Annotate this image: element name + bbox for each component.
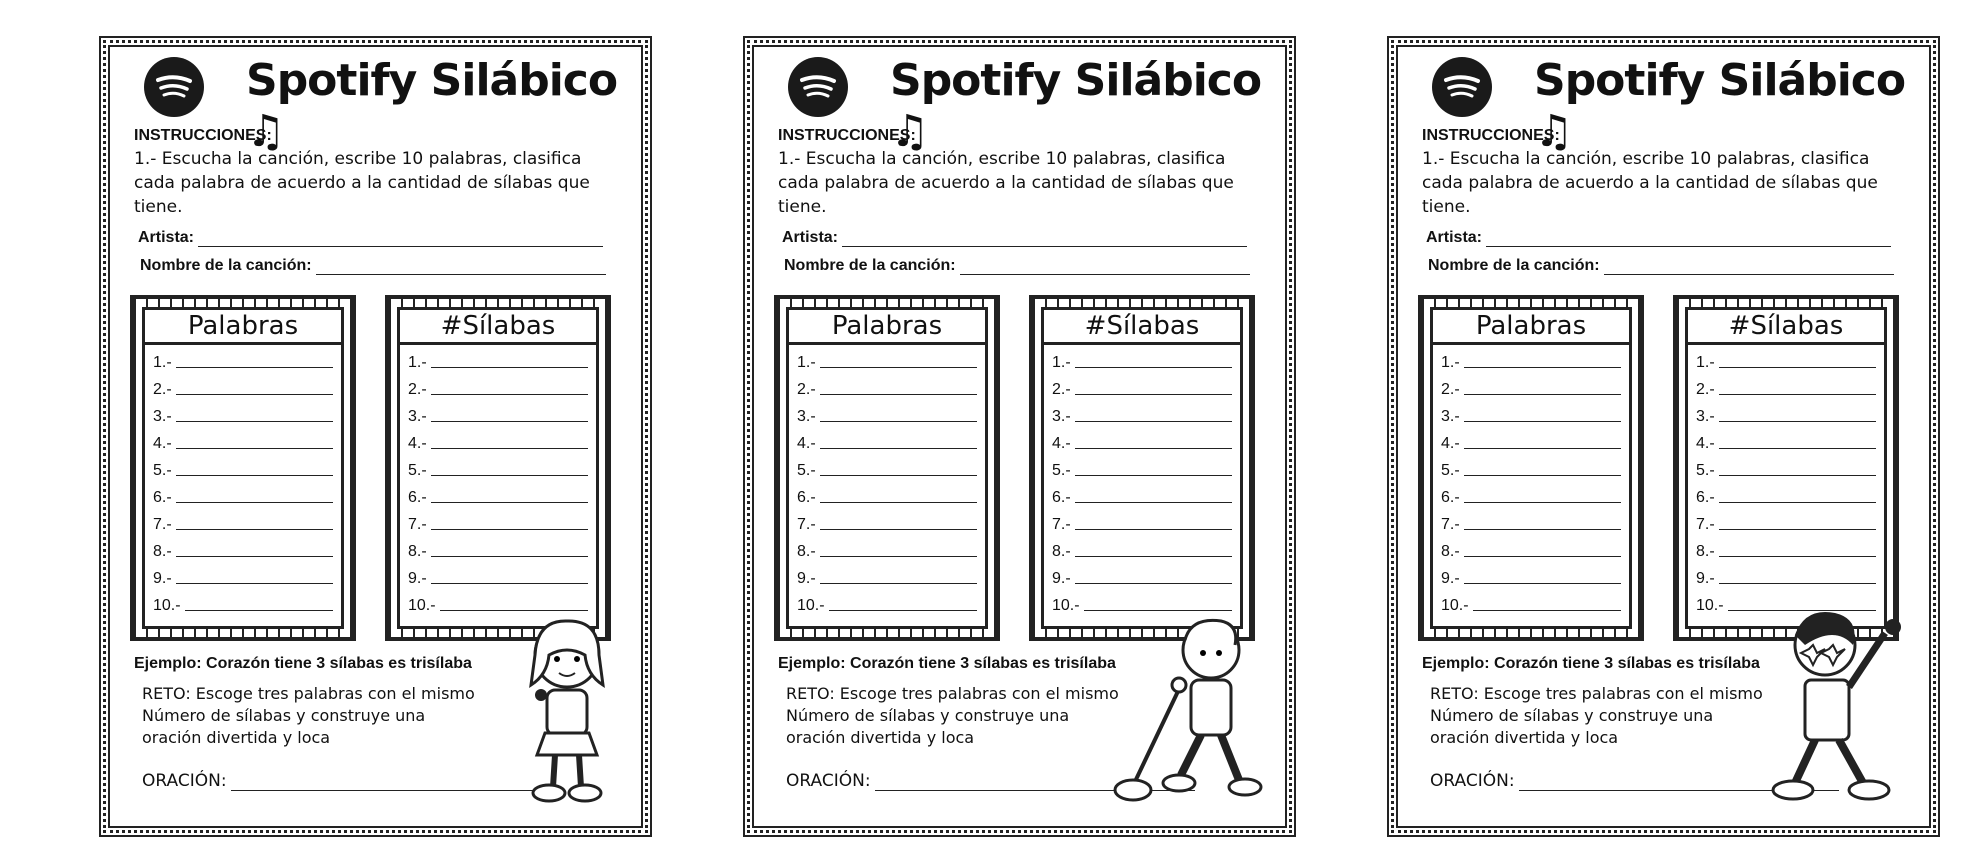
row-number: 5.- <box>1441 462 1460 479</box>
answer-line[interactable] <box>176 556 333 557</box>
instructions-text: 1.- Escucha la canción, escribe 10 palabras, clasifica cada palabra de acuerdo a la cantidad de sílabas que tiene. <box>1422 149 1878 217</box>
list-item[interactable] <box>789 561 985 588</box>
syllables-list <box>400 345 596 615</box>
answer-line[interactable] <box>820 448 977 449</box>
list-item[interactable] <box>145 399 341 426</box>
song-field[interactable] <box>1428 257 1894 275</box>
list-item[interactable] <box>1433 399 1629 426</box>
answer-line[interactable] <box>1719 556 1876 557</box>
list-item[interactable] <box>1433 426 1629 453</box>
answer-line[interactable] <box>1075 556 1232 557</box>
list-item[interactable] <box>145 480 341 507</box>
list-item[interactable] <box>1688 561 1884 588</box>
answer-line[interactable] <box>1464 367 1621 368</box>
spotify-logo-icon <box>788 57 848 117</box>
answer-line[interactable] <box>1464 394 1621 395</box>
list-item[interactable] <box>145 453 341 480</box>
instructions-text: 1.- Escucha la canción, escribe 10 palabras, clasifica cada palabra de acuerdo a la cantidad de sílabas que tiene. <box>134 149 590 217</box>
song-label: Nombre de la canción: <box>1428 257 1600 274</box>
row-number: 3.- <box>797 408 816 425</box>
answer-line[interactable] <box>431 583 588 584</box>
syllables-box <box>385 295 611 641</box>
answer-line[interactable] <box>176 583 333 584</box>
list-item[interactable] <box>1044 399 1240 426</box>
answer-line[interactable] <box>431 394 588 395</box>
list-item[interactable] <box>1688 507 1884 534</box>
worksheet <box>103 40 648 833</box>
row-number: 7.- <box>1441 516 1460 533</box>
list-item[interactable] <box>789 426 985 453</box>
list-item[interactable] <box>400 588 596 615</box>
list-item[interactable] <box>400 453 596 480</box>
worksheet <box>747 40 1292 833</box>
row-number: 1.- <box>153 354 172 371</box>
syllables-box <box>1029 295 1255 641</box>
answer-line[interactable] <box>1075 367 1232 368</box>
row-number: 4.- <box>408 435 427 452</box>
list-item[interactable] <box>400 372 596 399</box>
list-item[interactable] <box>1044 453 1240 480</box>
worksheet <box>1391 40 1936 833</box>
list-item[interactable] <box>789 453 985 480</box>
answer-line[interactable] <box>1719 394 1876 395</box>
answer-line[interactable] <box>1464 556 1621 557</box>
sentence-line[interactable] <box>231 774 551 791</box>
answer-line[interactable] <box>185 610 333 611</box>
words-title: Palabras <box>145 310 341 345</box>
row-number: 5.- <box>797 462 816 479</box>
list-item[interactable] <box>1688 372 1884 399</box>
answer-line[interactable] <box>1075 502 1232 503</box>
example-text: Ejemplo: Corazón tiene 3 sílabas es trisílaba <box>778 655 1116 672</box>
row-number: 6.- <box>153 489 172 506</box>
list-item[interactable] <box>1433 372 1629 399</box>
list-item[interactable] <box>145 507 341 534</box>
syllables-box <box>1673 295 1899 641</box>
syllables-title: #Sílabas <box>1688 310 1884 345</box>
example-text: Ejemplo: Corazón tiene 3 sílabas es trisílaba <box>1422 655 1760 672</box>
answer-line[interactable] <box>1719 529 1876 530</box>
row-number: 6.- <box>408 489 427 506</box>
list-item[interactable] <box>400 534 596 561</box>
list-item[interactable] <box>145 534 341 561</box>
row-number: 6.- <box>1441 489 1460 506</box>
list-item[interactable] <box>400 480 596 507</box>
row-number: 8.- <box>153 543 172 560</box>
words-title: Palabras <box>789 310 985 345</box>
answer-line[interactable] <box>431 556 588 557</box>
challenge-text: RETO: Escoge tres palabras con el mismo Número de sílabas y construye una oración divertida y loca <box>142 684 475 747</box>
row-number: 3.- <box>153 408 172 425</box>
words-box <box>1418 295 1644 641</box>
song-field[interactable] <box>784 257 1250 275</box>
row-number: 6.- <box>1696 489 1715 506</box>
syllables-title: #Sílabas <box>1044 310 1240 345</box>
instructions-heading: INSTRUCCIONES: <box>134 127 272 144</box>
list-item[interactable] <box>1688 426 1884 453</box>
spotify-logo-icon <box>144 57 204 117</box>
row-number: 1.- <box>1696 354 1715 371</box>
song-label: Nombre de la canción: <box>140 257 312 274</box>
list-item[interactable] <box>1433 453 1629 480</box>
artist-label: Artista: <box>138 229 195 246</box>
answer-line[interactable] <box>1075 421 1232 422</box>
answer-line[interactable] <box>1075 394 1232 395</box>
rockstar-boy-illustration <box>1765 605 1915 810</box>
answer-line[interactable] <box>431 421 588 422</box>
row-number: 8.- <box>1696 543 1715 560</box>
song-label: Nombre de la canción: <box>784 257 956 274</box>
row-number: 7.- <box>153 516 172 533</box>
answer-line[interactable] <box>820 529 977 530</box>
spotify-logo-icon <box>1432 57 1492 117</box>
instructions-heading: INSTRUCCIONES: <box>778 127 916 144</box>
row-number: 4.- <box>1441 435 1460 452</box>
answer-line[interactable] <box>1464 448 1621 449</box>
row-number: 2.- <box>153 381 172 398</box>
instructions-heading: INSTRUCCIONES: <box>1422 127 1560 144</box>
row-number: 1.- <box>1052 354 1071 371</box>
sentence-label: ORACIÓN: <box>786 771 871 791</box>
answer-line[interactable] <box>176 367 333 368</box>
challenge-text: RETO: Escoge tres palabras con el mismo Número de sílabas y construye una oración divertida y loca <box>1430 684 1763 747</box>
worksheet-title: Spotify Silábico ♫ <box>246 55 618 157</box>
artist-line[interactable] <box>1486 230 1891 247</box>
row-number: 4.- <box>153 435 172 452</box>
answer-line[interactable] <box>431 367 588 368</box>
list-item[interactable] <box>789 399 985 426</box>
row-number: 9.- <box>153 570 172 587</box>
answer-line[interactable] <box>176 448 333 449</box>
list-item[interactable] <box>1688 480 1884 507</box>
answer-line[interactable] <box>820 421 977 422</box>
row-number: 1.- <box>408 354 427 371</box>
row-number: 3.- <box>1441 408 1460 425</box>
answer-line[interactable] <box>820 583 977 584</box>
row-number: 4.- <box>1052 435 1071 452</box>
list-item[interactable] <box>1688 345 1884 372</box>
boy-mic-stand-illustration <box>1111 615 1271 810</box>
row-number: 9.- <box>408 570 427 587</box>
answer-line[interactable] <box>176 421 333 422</box>
list-item[interactable] <box>789 372 985 399</box>
row-number: 7.- <box>797 516 816 533</box>
sentence-label: ORACIÓN: <box>142 771 227 791</box>
list-item[interactable] <box>1433 534 1629 561</box>
answer-line[interactable] <box>1075 448 1232 449</box>
answer-line[interactable] <box>176 529 333 530</box>
song-line[interactable] <box>960 258 1250 275</box>
row-number: 10.- <box>408 597 436 614</box>
row-number: 2.- <box>1696 381 1715 398</box>
syllables-list <box>1688 345 1884 615</box>
list-item[interactable] <box>400 399 596 426</box>
row-number: 5.- <box>1696 462 1715 479</box>
list-item[interactable] <box>1044 372 1240 399</box>
row-number: 8.- <box>1052 543 1071 560</box>
list-item[interactable] <box>1044 588 1240 615</box>
answer-line[interactable] <box>176 475 333 476</box>
list-item[interactable] <box>1044 534 1240 561</box>
instructions-text: 1.- Escucha la canción, escribe 10 palabras, clasifica cada palabra de acuerdo a la cantidad de sílabas que tiene. <box>778 149 1234 217</box>
list-item[interactable] <box>1044 561 1240 588</box>
answer-line[interactable] <box>820 475 977 476</box>
list-item[interactable] <box>1044 426 1240 453</box>
answer-line[interactable] <box>431 475 588 476</box>
list-item[interactable] <box>1688 399 1884 426</box>
list-item[interactable] <box>1044 345 1240 372</box>
row-number: 3.- <box>408 408 427 425</box>
words-list <box>789 345 985 615</box>
row-number: 10.- <box>1696 597 1724 614</box>
list-item[interactable] <box>789 534 985 561</box>
row-number: 9.- <box>1052 570 1071 587</box>
answer-line[interactable] <box>1473 610 1621 611</box>
row-number: 3.- <box>1696 408 1715 425</box>
answer-line[interactable] <box>431 529 588 530</box>
challenge-text: RETO: Escoge tres palabras con el mismo Número de sílabas y construye una oración divertida y loca <box>786 684 1119 747</box>
row-number: 5.- <box>153 462 172 479</box>
list-item[interactable] <box>789 507 985 534</box>
sentence-field[interactable] <box>142 771 551 791</box>
answer-line[interactable] <box>176 502 333 503</box>
list-item[interactable] <box>1433 588 1629 615</box>
answer-line[interactable] <box>1719 448 1876 449</box>
list-item[interactable] <box>400 507 596 534</box>
girl-singer-illustration <box>507 615 627 810</box>
row-number: 10.- <box>1052 597 1080 614</box>
list-item[interactable] <box>1688 453 1884 480</box>
answer-line[interactable] <box>431 502 588 503</box>
answer-line[interactable] <box>1464 502 1621 503</box>
answer-line[interactable] <box>1075 529 1232 530</box>
sentence-label: ORACIÓN: <box>1430 771 1515 791</box>
list-item[interactable] <box>1044 507 1240 534</box>
answer-line[interactable] <box>1075 475 1232 476</box>
answer-line[interactable] <box>176 394 333 395</box>
row-number: 2.- <box>1052 381 1071 398</box>
artist-label: Artista: <box>782 229 839 246</box>
list-item[interactable] <box>1433 345 1629 372</box>
row-number: 7.- <box>1052 516 1071 533</box>
list-item[interactable] <box>789 588 985 615</box>
answer-line[interactable] <box>1464 529 1621 530</box>
list-item[interactable] <box>145 345 341 372</box>
answer-line[interactable] <box>440 610 588 611</box>
row-number: 8.- <box>797 543 816 560</box>
row-number: 2.- <box>408 381 427 398</box>
words-box <box>130 295 356 641</box>
row-number: 10.- <box>1441 597 1469 614</box>
row-number: 8.- <box>1441 543 1460 560</box>
answer-line[interactable] <box>1464 421 1621 422</box>
row-number: 2.- <box>1441 381 1460 398</box>
row-number: 7.- <box>1696 516 1715 533</box>
answer-line[interactable] <box>1719 583 1876 584</box>
words-list <box>145 345 341 615</box>
list-item[interactable] <box>145 426 341 453</box>
row-number: 1.- <box>1441 354 1460 371</box>
artist-line[interactable] <box>198 230 603 247</box>
list-item[interactable] <box>400 426 596 453</box>
song-line[interactable] <box>316 258 606 275</box>
row-number: 5.- <box>1052 462 1071 479</box>
artist-field[interactable] <box>782 229 1247 247</box>
list-item[interactable] <box>789 480 985 507</box>
row-number: 3.- <box>1052 408 1071 425</box>
list-item[interactable] <box>1433 480 1629 507</box>
list-item[interactable] <box>1688 534 1884 561</box>
answer-line[interactable] <box>1719 475 1876 476</box>
answer-line[interactable] <box>820 394 977 395</box>
song-field[interactable] <box>140 257 606 275</box>
row-number: 5.- <box>408 462 427 479</box>
row-number: 9.- <box>1696 570 1715 587</box>
answer-line[interactable] <box>1719 421 1876 422</box>
row-number: 9.- <box>797 570 816 587</box>
row-number: 4.- <box>797 435 816 452</box>
list-item[interactable] <box>1044 480 1240 507</box>
list-item[interactable] <box>400 561 596 588</box>
artist-label: Artista: <box>1426 229 1483 246</box>
answer-line[interactable] <box>1464 583 1621 584</box>
worksheet-title: Spotify Silábico ♫ <box>1534 55 1906 157</box>
syllables-title: #Sílabas <box>400 310 596 345</box>
words-list <box>1433 345 1629 615</box>
artist-line[interactable] <box>842 230 1247 247</box>
row-number: 10.- <box>153 597 181 614</box>
row-number: 4.- <box>1696 435 1715 452</box>
artist-field[interactable] <box>1426 229 1891 247</box>
list-item[interactable] <box>145 561 341 588</box>
row-number: 6.- <box>1052 489 1071 506</box>
answer-line[interactable] <box>829 610 977 611</box>
answer-line[interactable] <box>820 556 977 557</box>
list-item[interactable] <box>789 345 985 372</box>
row-number: 10.- <box>797 597 825 614</box>
words-box <box>774 295 1000 641</box>
list-item[interactable] <box>1433 561 1629 588</box>
answer-line[interactable] <box>1084 610 1232 611</box>
answer-line[interactable] <box>820 502 977 503</box>
answer-line[interactable] <box>820 367 977 368</box>
list-item[interactable] <box>145 372 341 399</box>
answer-line[interactable] <box>1075 583 1232 584</box>
list-item[interactable] <box>145 588 341 615</box>
row-number: 2.- <box>797 381 816 398</box>
answer-line[interactable] <box>1719 367 1876 368</box>
syllables-list <box>1044 345 1240 615</box>
list-item[interactable] <box>400 345 596 372</box>
example-text: Ejemplo: Corazón tiene 3 sílabas es trisílaba <box>134 655 472 672</box>
list-item[interactable] <box>1433 507 1629 534</box>
song-line[interactable] <box>1604 258 1894 275</box>
row-number: 1.- <box>797 354 816 371</box>
row-number: 7.- <box>408 516 427 533</box>
row-number: 8.- <box>408 543 427 560</box>
answer-line[interactable] <box>1464 475 1621 476</box>
answer-line[interactable] <box>431 448 588 449</box>
artist-field[interactable] <box>138 229 603 247</box>
words-title: Palabras <box>1433 310 1629 345</box>
worksheet-title: Spotify Silábico ♫ <box>890 55 1262 157</box>
row-number: 9.- <box>1441 570 1460 587</box>
row-number: 6.- <box>797 489 816 506</box>
answer-line[interactable] <box>1719 502 1876 503</box>
